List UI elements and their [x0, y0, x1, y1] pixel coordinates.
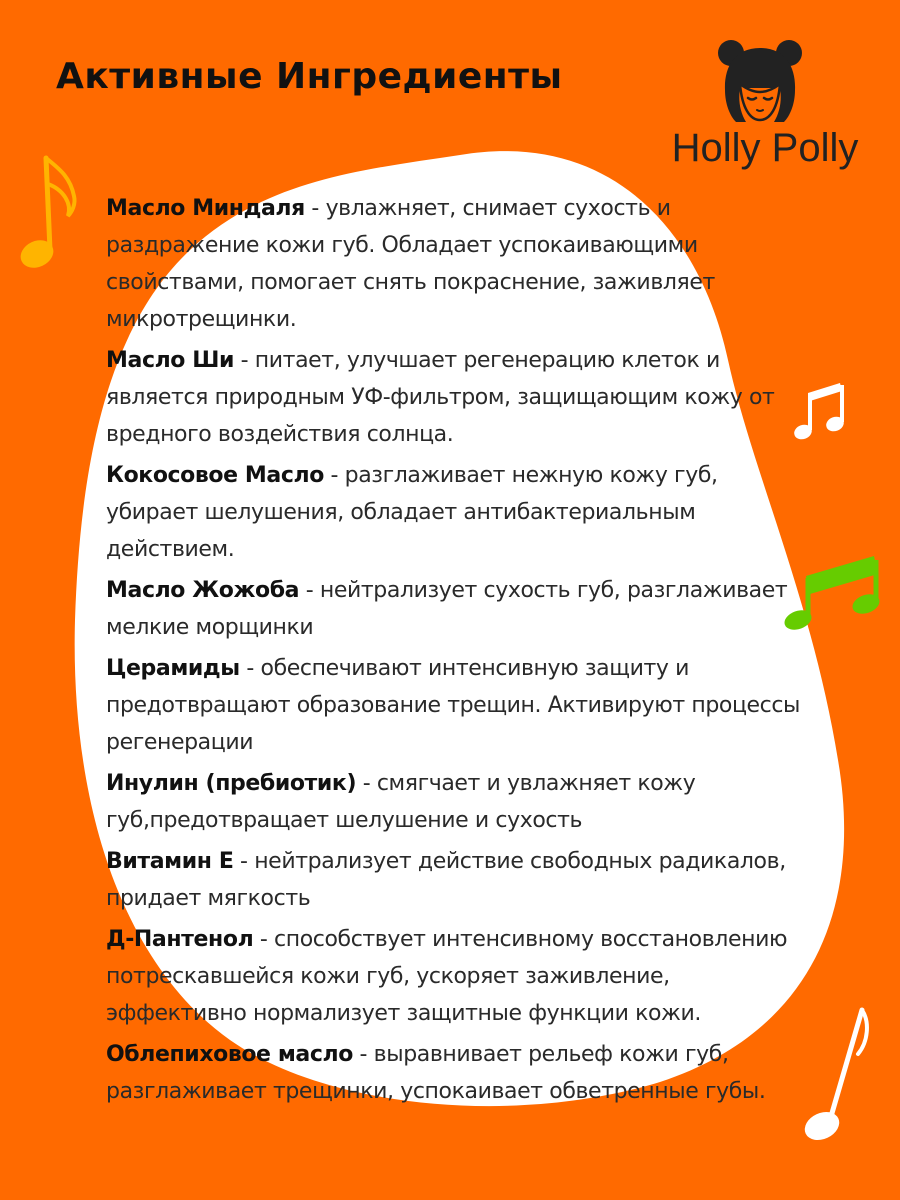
ingredient-description: увлажняет, снимает сухость и раздражение кожи губ. Обладает успокаивающими свойствами, помогает снять покраснение, заживляет микротрещинки.	[106, 196, 715, 332]
separator: -	[239, 656, 261, 681]
separator: -	[356, 771, 377, 796]
ingredient-ceramides	[106, 650, 816, 761]
ingredient-almond-oil	[106, 190, 816, 338]
separator: -	[233, 849, 255, 874]
ingredient-name: Витамин Е	[106, 849, 234, 874]
ingredient-description: смягчает и увлажняет кожу губ,предотвращает шелушение и сухость	[106, 771, 696, 833]
ingredient-vitamin-e	[106, 843, 816, 917]
page-title: Активные Ингредиенты	[56, 56, 563, 97]
ingredient-name: Кокосовое Масло	[106, 463, 324, 488]
separator: -	[352, 1042, 374, 1067]
separator: -	[234, 348, 255, 373]
ingredient-description: питает, улучшает регенерацию клеток и является природным УФ-фильтром, защищающим кожу от вредного воздействия солнца.	[106, 348, 775, 447]
separator: -	[323, 463, 345, 488]
ingredient-description: нейтрализует сухость губ, разглаживает мелкие морщинки	[106, 578, 788, 640]
ingredient-sea-buckthorn-oil	[106, 1036, 816, 1110]
ingredient-name: Масло Ши	[106, 348, 235, 373]
ingredient-coconut-oil	[106, 457, 816, 568]
separator: -	[304, 196, 326, 221]
girl-face-icon	[716, 38, 804, 124]
ingredients-list	[106, 190, 816, 1114]
separator: -	[299, 578, 320, 603]
ingredient-inulin	[106, 765, 816, 839]
ingredient-d-panthenol	[106, 921, 816, 1032]
ingredient-description: нейтрализует действие свободных радикалов, придает мягкость	[106, 849, 786, 911]
ingredient-description: способствует интенсивному восстановлению потрескавшейся кожи губ, ускоряет заживление, эффективно нормализует защитные функции кожи.	[106, 927, 788, 1026]
ingredient-name: Облепиховое масло	[106, 1042, 353, 1067]
ingredient-name: Масло Жожоба	[106, 578, 300, 603]
ingredient-name: Инулин (пребиотик)	[106, 771, 357, 796]
ingredient-name: Д-Пантенол	[106, 927, 254, 952]
brand-name: Holly Polly	[671, 126, 859, 170]
eighth-note-icon	[12, 148, 80, 278]
separator: -	[253, 927, 275, 952]
ingredient-description: разглаживает нежную кожу губ, убирает шелушения, обладает антибактериальным действием.	[106, 463, 718, 562]
ingredient-name: Церамиды	[106, 656, 240, 681]
ingredient-description: обеспечивают интенсивную защиту и предотвращают образование трещин. Активируют процессы регенерации	[106, 656, 801, 755]
ingredient-description: выравнивает рельеф кожи губ, разглаживает трещинки, успокаивает обветренные губы.	[106, 1042, 766, 1104]
ingredient-shea-butter	[106, 342, 816, 453]
ingredient-name: Масло Миндаля	[106, 196, 305, 221]
ingredient-jojoba-oil	[106, 572, 816, 646]
brand-logo	[650, 38, 880, 188]
